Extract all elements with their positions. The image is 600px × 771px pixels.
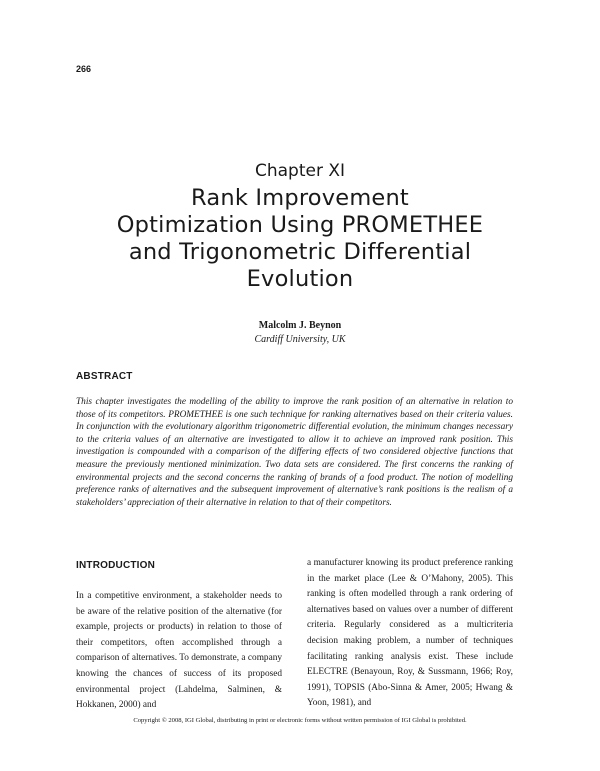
author-name: Malcolm J. Beynon <box>258 320 342 331</box>
introduction-heading: INTRODUCTION <box>76 560 156 571</box>
chapter-title <box>60 185 540 293</box>
author-affiliation: Cardiff University, UK <box>254 334 346 345</box>
chapter-title-line-2: Optimization Using PROMETHEE <box>116 212 484 238</box>
introduction-right-column: a manufacturer knowing its product preference ranking in the market place (Lee & O’Mahony, 2005). This ranking is often modelled through a rank ordering of alternatives based on values over a number of different criteria. Regularly considered as a multicriteria decision making problem, a number of techniques facilitating ranking analysis exist. These include ELECTRE (Benayoun, Roy, & Sussmann, 1966; Roy, 1991), TOPSIS (Abo-Sinna & Amer, 2005; Hwang & Yoon, 1981), and <box>307 558 513 709</box>
page-number: 266 <box>76 64 92 74</box>
abstract-heading: ABSTRACT <box>76 371 133 382</box>
chapter-title-line-3: and Trigonometric Differential <box>128 239 472 265</box>
chapter-title-line-1: Rank Improvement <box>191 185 409 211</box>
copyright-notice: Copyright © 2008, IGI Global, distributing in print or electronic forms without written permission of IGI Global is prohibited. <box>133 717 467 724</box>
abstract-body: This chapter investigates the modelling of the ability to improve the rank position of an alternative in relation to those of its competitors. PROMETHEE is one such technique for ranking alternatives based on their criteria values. In conjunction with the evolutionary algorithm trigonometric differential evolution, the minimum changes necessary to the criteria values of an alternative are investigated to allow it to achieve an improved rank position. This investigation is compounded with a comparison of the differing effects of two considered objective functions that measure the previously mentioned minimization. Two data sets are considered. The first concerns the ranking of environmental projects and the second concerns the ranking of brands of a food product. The notion of modelling preference ranks of alternatives and the subsequent improvement of alternative’s rank positions is the realism of a stakeholders’ appreciation of their alternative in relation to that of their competitors. <box>76 397 513 508</box>
chapter-title-line-4: Evolution <box>246 266 354 292</box>
introduction-left-column: In a competitive environment, a stakeholder needs to be aware of the relative position of the alternative (for example, projects or products) in relation to those of their competitors, often accomplished through a comparison of alternatives. To demonstrate, a company knowing the chances of success of its proposed environmental project (Lahdelma, Salminen, & Hokkanen, 2000) and <box>76 591 282 711</box>
chapter-label: Chapter XI <box>254 161 346 181</box>
